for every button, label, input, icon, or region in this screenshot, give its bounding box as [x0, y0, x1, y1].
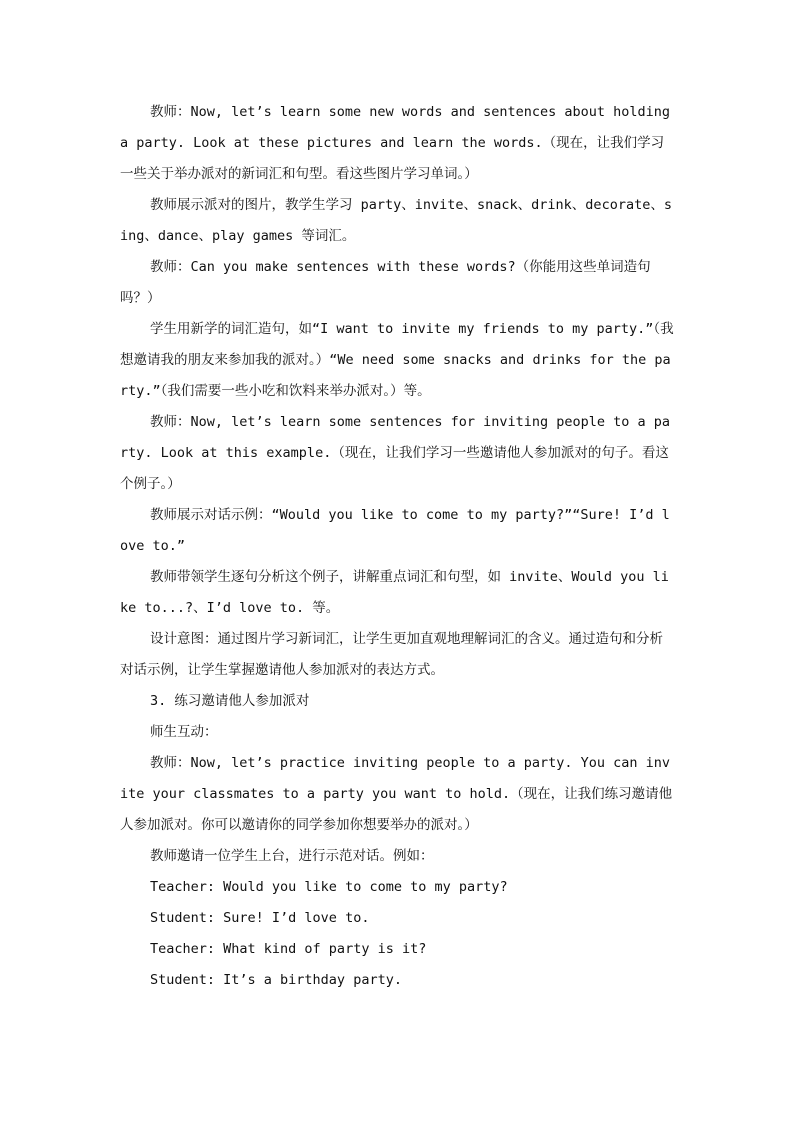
dialogue-line-student-1: Student: Sure! I’d love to.	[150, 910, 370, 926]
dialogue-line-teacher-1: Teacher: Would you like to come to my party?	[150, 879, 508, 895]
paragraph-demo-intro: 教师邀请一位学生上台，进行示范对话。例如：	[150, 848, 434, 864]
paragraph-dialogue-example: 教师展示对话示例：“Would you like to come to my party?”“Sure! I’d love to.”	[120, 507, 670, 554]
paragraph-teacher-intro: 教师：Now, let’s learn some new words and sentences about holding a party. Look at these pictures and learn the words.（现在，让我们学习一些关于举办派对的新词汇和句型。看这些图片学习单词。）	[120, 104, 671, 182]
paragraph-interaction-label: 师生互动：	[150, 724, 218, 740]
document-body	[120, 97, 676, 996]
dialogue-line-student-2: Student: It’s a birthday party.	[150, 972, 402, 988]
dialogue-line-teacher-2: Teacher: What kind of party is it?	[150, 941, 427, 957]
paragraph-student-sentences: 学生用新学的词汇造句，如“I want to invite my friends to my party.”（我想邀请我的朋友来参加我的派对。）“We need some snacks and drinks for the party.”（我们需要一些小吃和饮料来举办派对。）等。	[120, 321, 674, 399]
paragraph-design-intent: 设计意图：通过图片学习新词汇，让学生更加直观地理解词汇的含义。通过造句和分析对话示例，让学生掌握邀请他人参加派对的表达方式。	[120, 631, 663, 678]
paragraph-analysis: 教师带领学生逐句分析这个例子，讲解重点词汇和句型，如 invite、Would you like to...?、I’d love to. 等。	[120, 569, 669, 616]
paragraph-practice-instruction: 教师：Now, let’s practice inviting people to a party. You can invite your classmates to a party you want to hold.（现在，让我们练习邀请他人参加派对。你可以邀请你的同学参加你想要举办的派对。）	[120, 755, 673, 833]
paragraph-make-sentences: 教师：Can you make sentences with these words?（你能用这些单词造句吗？）	[120, 259, 651, 306]
paragraph-inviting-sentences: 教师：Now, let’s learn some sentences for inviting people to a party. Look at this example.（现在，让我们学习一些邀请他人参加派对的句子。看这个例子。）	[120, 414, 671, 492]
paragraph-show-pictures: 教师展示派对的图片，教学生学习 party、invite、snack、drink、decorate、sing、dance、play games 等词汇。	[120, 197, 672, 244]
section-heading-practice: 3. 练习邀请他人参加派对	[150, 693, 310, 709]
